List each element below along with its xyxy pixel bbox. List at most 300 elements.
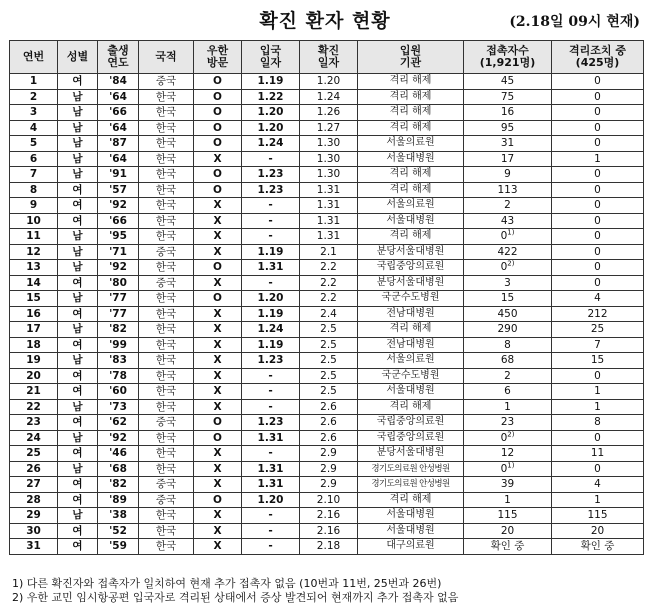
table-row xyxy=(10,430,644,446)
cell-contacts: 113 xyxy=(464,182,552,198)
cell-isolation: 0 xyxy=(552,74,644,90)
cell-hospital: 서울의료원 xyxy=(358,198,464,214)
cell-birth-year: '38 xyxy=(98,508,139,524)
cell-hospital: 격리 해제 xyxy=(358,120,464,136)
cell-confirm-date: 1.30 xyxy=(300,136,358,152)
cell-entry-date: 1.20 xyxy=(242,492,300,508)
cell-hospital: 격리 해제 xyxy=(358,229,464,245)
cell-contacts: 3 xyxy=(464,275,552,291)
cell-nationality: 한국 xyxy=(139,182,194,198)
cell-isolation: 0 xyxy=(552,120,644,136)
cell-sex: 남 xyxy=(58,399,98,415)
cell-wuhan-visit: O xyxy=(194,74,242,90)
cell-wuhan-visit: X xyxy=(194,461,242,477)
table-row xyxy=(10,136,644,152)
cell-nationality: 한국 xyxy=(139,461,194,477)
cell-nationality: 한국 xyxy=(139,523,194,539)
cell-nationality: 한국 xyxy=(139,229,194,245)
cell-isolation: 0 xyxy=(552,229,644,245)
cell-sex: 여 xyxy=(58,492,98,508)
cell-nationality: 한국 xyxy=(139,337,194,353)
cell-entry-date: 1.31 xyxy=(242,477,300,493)
cell-sex: 남 xyxy=(58,291,98,307)
table-row xyxy=(10,182,644,198)
cell-no: 14 xyxy=(10,275,58,291)
cell-confirm-date: 2.2 xyxy=(300,275,358,291)
cell-entry-date: - xyxy=(242,229,300,245)
cell-contacts: 15 xyxy=(464,291,552,307)
cell-nationality: 한국 xyxy=(139,353,194,369)
cell-no: 6 xyxy=(10,151,58,167)
table-row xyxy=(10,508,644,524)
cell-contacts: 17 xyxy=(464,151,552,167)
cell-isolation: 1 xyxy=(552,384,644,400)
cell-no: 8 xyxy=(10,182,58,198)
cell-sex: 여 xyxy=(58,477,98,493)
cell-no: 20 xyxy=(10,368,58,384)
patient-table xyxy=(9,40,644,555)
table-row xyxy=(10,120,644,136)
cell-confirm-date: 2.18 xyxy=(300,539,358,555)
table-row xyxy=(10,229,644,245)
cell-isolation: 0 xyxy=(552,275,644,291)
cell-sex: 여 xyxy=(58,213,98,229)
table-row xyxy=(10,244,644,260)
cell-entry-date: - xyxy=(242,151,300,167)
cell-entry-date: - xyxy=(242,399,300,415)
cell-sex: 남 xyxy=(58,508,98,524)
cell-contacts: 6 xyxy=(464,384,552,400)
cell-hospital: 분당서울대병원 xyxy=(358,275,464,291)
cell-sex: 남 xyxy=(58,353,98,369)
cell-entry-date: 1.19 xyxy=(242,306,300,322)
cell-wuhan-visit: O xyxy=(194,120,242,136)
cell-hospital: 전남대병원 xyxy=(358,337,464,353)
cell-sex: 남 xyxy=(58,322,98,338)
cell-hospital: 서울대병원 xyxy=(358,151,464,167)
cell-wuhan-visit: X xyxy=(194,198,242,214)
cell-isolation: 1 xyxy=(552,492,644,508)
cell-birth-year: '84 xyxy=(98,74,139,90)
header-no: 연번 xyxy=(10,41,58,74)
cell-entry-date: 1.23 xyxy=(242,182,300,198)
table-row xyxy=(10,399,644,415)
cell-hospital: 서울대병원 xyxy=(358,523,464,539)
table-row xyxy=(10,89,644,105)
header-nationality: 국적 xyxy=(139,41,194,74)
cell-hospital: 서울대병원 xyxy=(358,213,464,229)
cell-no: 10 xyxy=(10,213,58,229)
cell-isolation: 0 xyxy=(552,198,644,214)
cell-sex: 여 xyxy=(58,446,98,462)
cell-hospital: 분당서울대병원 xyxy=(358,446,464,462)
cell-nationality: 중국 xyxy=(139,244,194,260)
cell-no: 21 xyxy=(10,384,58,400)
cell-confirm-date: 1.30 xyxy=(300,151,358,167)
cell-wuhan-visit: O xyxy=(194,167,242,183)
cell-sex: 남 xyxy=(58,244,98,260)
table-row xyxy=(10,337,644,353)
cell-sex: 여 xyxy=(58,198,98,214)
cell-nationality: 중국 xyxy=(139,492,194,508)
cell-confirm-date: 1.27 xyxy=(300,120,358,136)
cell-no: 27 xyxy=(10,477,58,493)
cell-birth-year: '78 xyxy=(98,368,139,384)
cell-confirm-date: 2.9 xyxy=(300,446,358,462)
cell-isolation: 15 xyxy=(552,353,644,369)
cell-wuhan-visit: X xyxy=(194,399,242,415)
cell-isolation: 4 xyxy=(552,291,644,307)
cell-wuhan-visit: O xyxy=(194,291,242,307)
cell-isolation: 1 xyxy=(552,399,644,415)
cell-hospital: 서울대병원 xyxy=(358,384,464,400)
cell-nationality: 한국 xyxy=(139,446,194,462)
cell-wuhan-visit: O xyxy=(194,89,242,105)
cell-isolation: 4 xyxy=(552,477,644,493)
cell-contacts: 1 xyxy=(464,399,552,415)
cell-contacts: 43 xyxy=(464,213,552,229)
cell-no: 22 xyxy=(10,399,58,415)
cell-wuhan-visit: O xyxy=(194,136,242,152)
cell-entry-date: 1.31 xyxy=(242,461,300,477)
cell-contacts: 115 xyxy=(464,508,552,524)
cell-isolation: 0 xyxy=(552,260,644,276)
cell-isolation: 0 xyxy=(552,213,644,229)
cell-sex: 남 xyxy=(58,151,98,167)
cell-wuhan-visit: O xyxy=(194,260,242,276)
cell-no: 9 xyxy=(10,198,58,214)
footnote-marker: 1) xyxy=(507,228,515,237)
cell-wuhan-visit: X xyxy=(194,213,242,229)
cell-no: 7 xyxy=(10,167,58,183)
cell-hospital: 국군수도병원 xyxy=(358,368,464,384)
cell-sex: 여 xyxy=(58,523,98,539)
table-row xyxy=(10,167,644,183)
cell-entry-date: - xyxy=(242,446,300,462)
cell-wuhan-visit: X xyxy=(194,508,242,524)
footnote-marker: 1) xyxy=(507,461,515,470)
cell-contacts: 2 xyxy=(464,198,552,214)
cell-no: 11 xyxy=(10,229,58,245)
cell-wuhan-visit: X xyxy=(194,306,242,322)
cell-sex: 여 xyxy=(58,74,98,90)
cell-birth-year: '82 xyxy=(98,322,139,338)
cell-contacts: 39 xyxy=(464,477,552,493)
page-title: 확진 환자 현황 xyxy=(259,10,391,32)
cell-isolation: 212 xyxy=(552,306,644,322)
cell-birth-year: '92 xyxy=(98,198,139,214)
cell-isolation: 0 xyxy=(552,167,644,183)
cell-sex: 여 xyxy=(58,415,98,431)
cell-confirm-date: 2.4 xyxy=(300,306,358,322)
cell-no: 24 xyxy=(10,430,58,446)
cell-nationality: 한국 xyxy=(139,120,194,136)
cell-entry-date: 1.19 xyxy=(242,337,300,353)
cell-contacts: 31 xyxy=(464,136,552,152)
cell-sex: 여 xyxy=(58,337,98,353)
cell-isolation: 0 xyxy=(552,89,644,105)
cell-contacts: 0$^{1)}$ xyxy=(464,229,552,245)
cell-confirm-date: 2.9 xyxy=(300,461,358,477)
cell-entry-date: 1.23 xyxy=(242,415,300,431)
cell-birth-year: '59 xyxy=(98,539,139,555)
cell-hospital: 격리 해제 xyxy=(358,89,464,105)
cell-no: 15 xyxy=(10,291,58,307)
cell-contacts: 1 xyxy=(464,492,552,508)
cell-no: 4 xyxy=(10,120,58,136)
cell-nationality: 한국 xyxy=(139,198,194,214)
cell-sex: 여 xyxy=(58,368,98,384)
cell-wuhan-visit: X xyxy=(194,322,242,338)
table-row xyxy=(10,306,644,322)
cell-isolation: 0 xyxy=(552,136,644,152)
cell-contacts: 20 xyxy=(464,523,552,539)
cell-no: 1 xyxy=(10,74,58,90)
cell-contacts: 0$^{2)}$ xyxy=(464,260,552,276)
cell-entry-date: 1.19 xyxy=(242,244,300,260)
cell-contacts: 0$^{2)}$ xyxy=(464,430,552,446)
cell-birth-year: '77 xyxy=(98,306,139,322)
cell-confirm-date: 2.5 xyxy=(300,368,358,384)
table-row xyxy=(10,461,644,477)
cell-hospital: 국군수도병원 xyxy=(358,291,464,307)
cell-isolation: 20 xyxy=(552,523,644,539)
cell-birth-year: '64 xyxy=(98,151,139,167)
cell-birth-year: '77 xyxy=(98,291,139,307)
footnote-marker: 2) xyxy=(507,430,515,439)
cell-confirm-date: 1.31 xyxy=(300,198,358,214)
cell-hospital: 서울의료원 xyxy=(358,136,464,152)
cell-sex: 남 xyxy=(58,260,98,276)
cell-entry-date: 1.24 xyxy=(242,322,300,338)
cell-confirm-date: 2.6 xyxy=(300,415,358,431)
cell-wuhan-visit: O xyxy=(194,492,242,508)
footnotes xyxy=(12,577,458,605)
cell-entry-date: 1.23 xyxy=(242,167,300,183)
cell-sex: 남 xyxy=(58,120,98,136)
cell-contacts: 95 xyxy=(464,120,552,136)
cell-contacts: 422 xyxy=(464,244,552,260)
cell-wuhan-visit: X xyxy=(194,244,242,260)
cell-hospital: 격리 해제 xyxy=(358,182,464,198)
cell-sex: 여 xyxy=(58,539,98,555)
cell-isolation: 8 xyxy=(552,415,644,431)
cell-sex: 남 xyxy=(58,430,98,446)
cell-sex: 여 xyxy=(58,306,98,322)
header-isolation: 격리조치 중 (425명) xyxy=(552,41,644,74)
cell-entry-date: 1.20 xyxy=(242,105,300,121)
cell-sex: 남 xyxy=(58,167,98,183)
cell-contacts: 2 xyxy=(464,368,552,384)
cell-nationality: 한국 xyxy=(139,167,194,183)
cell-no: 26 xyxy=(10,461,58,477)
cell-entry-date: 1.31 xyxy=(242,430,300,446)
cell-birth-year: '89 xyxy=(98,492,139,508)
cell-isolation: 0 xyxy=(552,461,644,477)
cell-nationality: 한국 xyxy=(139,430,194,446)
cell-contacts: 75 xyxy=(464,89,552,105)
cell-confirm-date: 1.24 xyxy=(300,89,358,105)
cell-confirm-date: 1.20 xyxy=(300,74,358,90)
header-hospital: 입원 기관 xyxy=(358,41,464,74)
cell-nationality: 한국 xyxy=(139,399,194,415)
cell-confirm-date: 2.5 xyxy=(300,353,358,369)
cell-contacts: 23 xyxy=(464,415,552,431)
cell-contacts: 45 xyxy=(464,74,552,90)
cell-contacts: 68 xyxy=(464,353,552,369)
cell-confirm-date: 2.6 xyxy=(300,430,358,446)
cell-entry-date: - xyxy=(242,198,300,214)
table-row xyxy=(10,446,644,462)
table-row xyxy=(10,151,644,167)
cell-confirm-date: 2.16 xyxy=(300,523,358,539)
cell-no: 3 xyxy=(10,105,58,121)
footnote-1: 1) 다른 확진자와 접촉자가 일치하여 현재 추가 접촉자 없음 (10번과 11번, 25번과 26번) xyxy=(12,577,442,590)
cell-nationality: 한국 xyxy=(139,105,194,121)
header-sex: 성별 xyxy=(58,41,98,74)
cell-wuhan-visit: X xyxy=(194,151,242,167)
cell-birth-year: '83 xyxy=(98,353,139,369)
cell-sex: 남 xyxy=(58,89,98,105)
table-row xyxy=(10,539,644,555)
cell-isolation: 0 xyxy=(552,430,644,446)
cell-no: 5 xyxy=(10,136,58,152)
cell-no: 18 xyxy=(10,337,58,353)
cell-sex: 남 xyxy=(58,105,98,121)
cell-confirm-date: 2.5 xyxy=(300,337,358,353)
cell-wuhan-visit: X xyxy=(194,384,242,400)
cell-sex: 남 xyxy=(58,461,98,477)
cell-entry-date: 1.20 xyxy=(242,291,300,307)
cell-wuhan-visit: X xyxy=(194,229,242,245)
cell-no: 25 xyxy=(10,446,58,462)
cell-isolation: 1 xyxy=(552,151,644,167)
cell-hospital: 분당서울대병원 xyxy=(358,244,464,260)
cell-hospital: 경기도의료원 안성병원 xyxy=(358,477,464,493)
cell-nationality: 한국 xyxy=(139,260,194,276)
cell-contacts: 12 xyxy=(464,446,552,462)
header-wuhan-visit: 우한 방문 xyxy=(194,41,242,74)
cell-confirm-date: 2.5 xyxy=(300,322,358,338)
cell-isolation: 0 xyxy=(552,105,644,121)
cell-hospital: 국립중앙의료원 xyxy=(358,430,464,446)
cell-birth-year: '68 xyxy=(98,461,139,477)
cell-birth-year: '91 xyxy=(98,167,139,183)
cell-entry-date: - xyxy=(242,368,300,384)
cell-entry-date: - xyxy=(242,539,300,555)
cell-isolation: 25 xyxy=(552,322,644,338)
cell-isolation: 0 xyxy=(552,244,644,260)
cell-wuhan-visit: X xyxy=(194,446,242,462)
cell-sex: 여 xyxy=(58,182,98,198)
cell-hospital: 격리 해제 xyxy=(358,167,464,183)
cell-birth-year: '62 xyxy=(98,415,139,431)
cell-nationality: 중국 xyxy=(139,275,194,291)
cell-no: 17 xyxy=(10,322,58,338)
cell-nationality: 한국 xyxy=(139,136,194,152)
cell-isolation: 11 xyxy=(552,446,644,462)
table-row xyxy=(10,275,644,291)
cell-nationality: 한국 xyxy=(139,89,194,105)
cell-birth-year: '80 xyxy=(98,275,139,291)
cell-isolation: 0 xyxy=(552,182,644,198)
cell-nationality: 한국 xyxy=(139,213,194,229)
cell-entry-date: - xyxy=(242,384,300,400)
cell-contacts: 16 xyxy=(464,105,552,121)
cell-entry-date: 1.31 xyxy=(242,260,300,276)
cell-nationality: 한국 xyxy=(139,322,194,338)
cell-birth-year: '92 xyxy=(98,430,139,446)
cell-nationality: 한국 xyxy=(139,306,194,322)
cell-hospital: 국립중앙의료원 xyxy=(358,260,464,276)
cell-birth-year: '87 xyxy=(98,136,139,152)
cell-hospital: 전남대병원 xyxy=(358,306,464,322)
cell-no: 30 xyxy=(10,523,58,539)
cell-wuhan-visit: X xyxy=(194,275,242,291)
cell-entry-date: - xyxy=(242,508,300,524)
cell-wuhan-visit: X xyxy=(194,539,242,555)
cell-contacts: 0$^{1)}$ xyxy=(464,461,552,477)
cell-hospital: 격리 해제 xyxy=(358,399,464,415)
cell-birth-year: '95 xyxy=(98,229,139,245)
cell-birth-year: '99 xyxy=(98,337,139,353)
cell-hospital: 대구의료원 xyxy=(358,539,464,555)
cell-confirm-date: 2.16 xyxy=(300,508,358,524)
table-row xyxy=(10,198,644,214)
cell-wuhan-visit: X xyxy=(194,523,242,539)
table-row xyxy=(10,260,644,276)
cell-isolation: 확인 중 xyxy=(552,539,644,555)
cell-hospital: 국립중앙의료원 xyxy=(358,415,464,431)
cell-nationality: 한국 xyxy=(139,384,194,400)
cell-nationality: 한국 xyxy=(139,539,194,555)
cell-no: 23 xyxy=(10,415,58,431)
cell-confirm-date: 1.31 xyxy=(300,229,358,245)
cell-nationality: 중국 xyxy=(139,415,194,431)
cell-contacts: 9 xyxy=(464,167,552,183)
cell-birth-year: '73 xyxy=(98,399,139,415)
cell-no: 19 xyxy=(10,353,58,369)
cell-isolation: 7 xyxy=(552,337,644,353)
cell-wuhan-visit: O xyxy=(194,182,242,198)
cell-confirm-date: 1.31 xyxy=(300,213,358,229)
cell-birth-year: '66 xyxy=(98,213,139,229)
cell-confirm-date: 2.2 xyxy=(300,260,358,276)
cell-nationality: 중국 xyxy=(139,74,194,90)
footnote-marker: 2) xyxy=(507,259,515,268)
cell-birth-year: '71 xyxy=(98,244,139,260)
header-contacts: 접촉자수 (1,921명) xyxy=(464,41,552,74)
header-confirm-date: 확진 일자 xyxy=(300,41,358,74)
table-row xyxy=(10,105,644,121)
cell-entry-date: 1.22 xyxy=(242,89,300,105)
cell-wuhan-visit: X xyxy=(194,337,242,353)
header-entry-date: 입국 일자 xyxy=(242,41,300,74)
cell-no: 12 xyxy=(10,244,58,260)
cell-sex: 남 xyxy=(58,136,98,152)
cell-birth-year: '92 xyxy=(98,260,139,276)
cell-birth-year: '60 xyxy=(98,384,139,400)
cell-birth-year: '64 xyxy=(98,89,139,105)
cell-hospital: 경기도의료원 안성병원 xyxy=(358,461,464,477)
cell-wuhan-visit: X xyxy=(194,368,242,384)
cell-confirm-date: 2.6 xyxy=(300,399,358,415)
cell-no: 16 xyxy=(10,306,58,322)
cell-confirm-date: 2.9 xyxy=(300,477,358,493)
cell-nationality: 한국 xyxy=(139,151,194,167)
header-birth-year: 출생 연도 xyxy=(98,41,139,74)
cell-contacts: 450 xyxy=(464,306,552,322)
